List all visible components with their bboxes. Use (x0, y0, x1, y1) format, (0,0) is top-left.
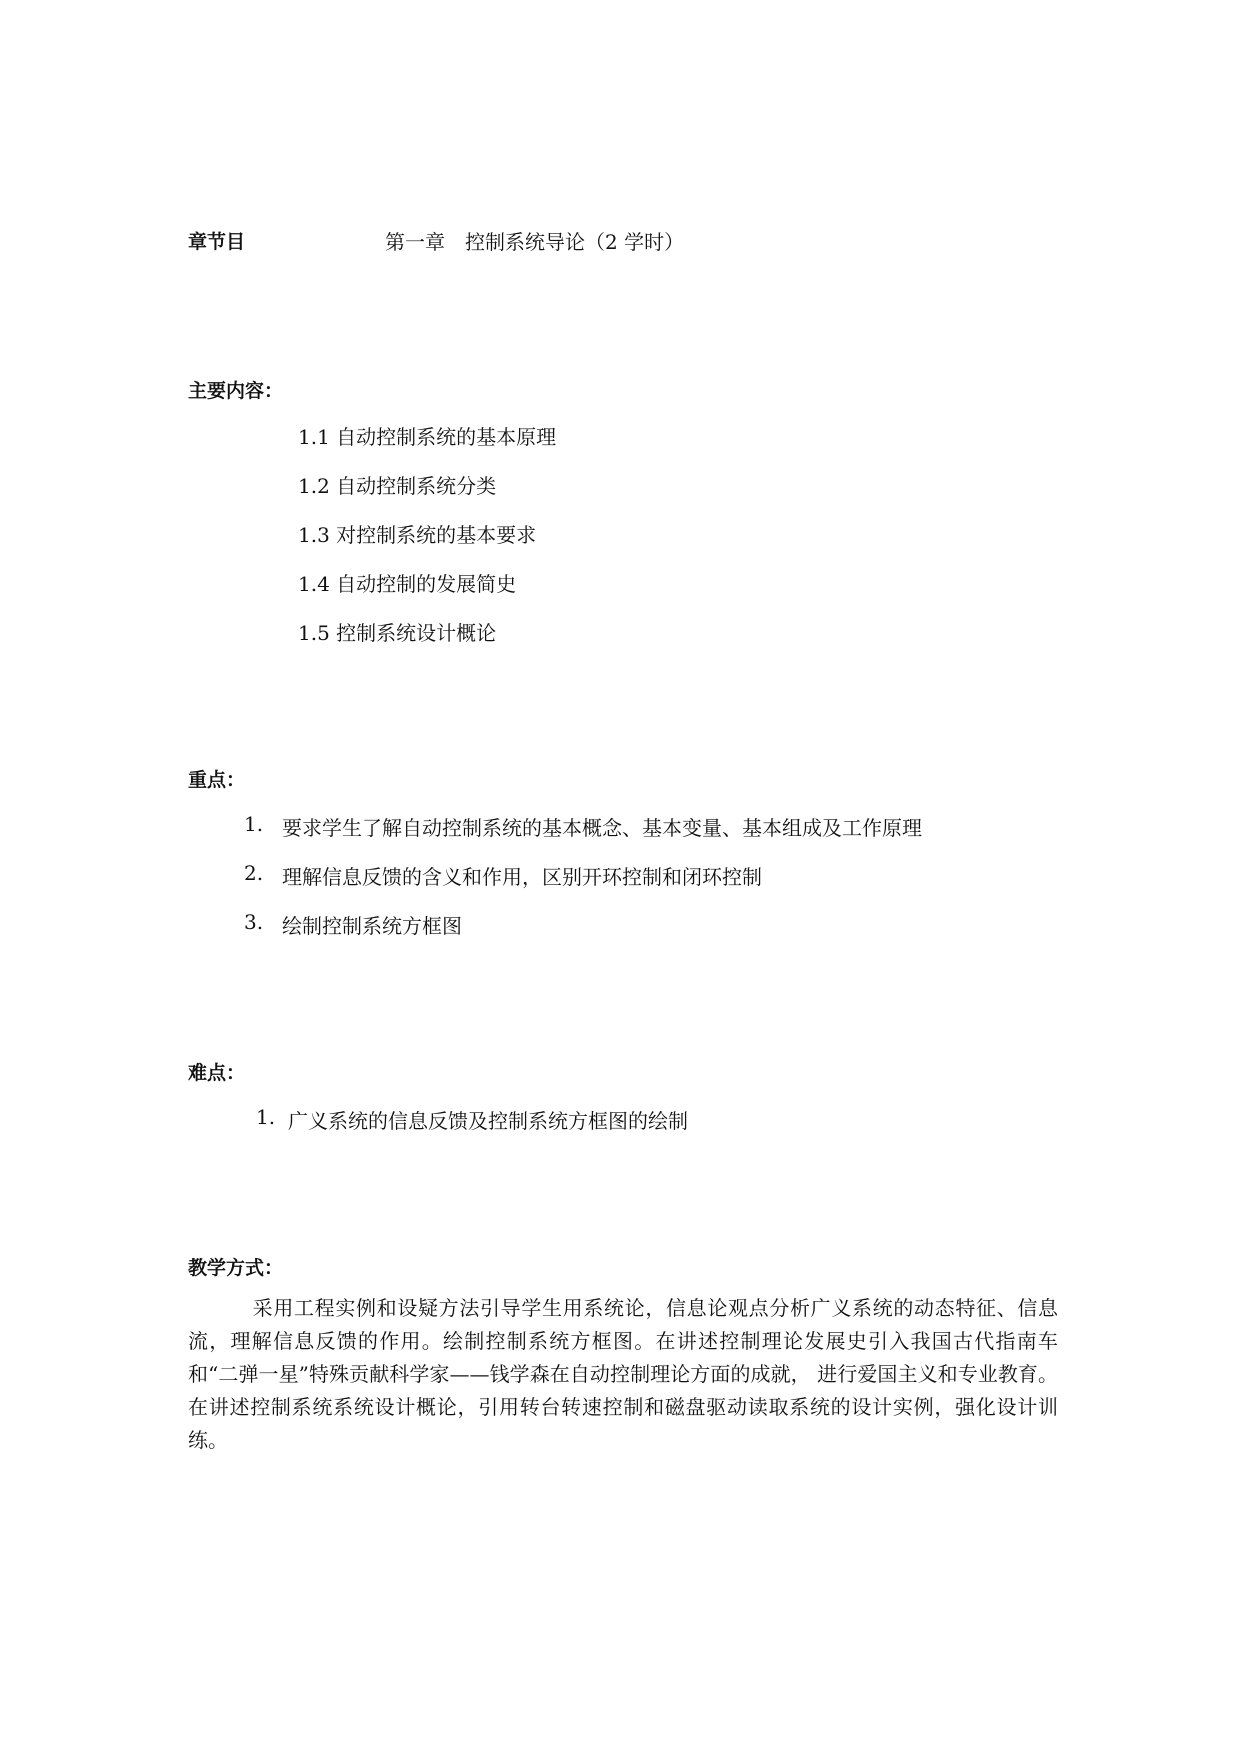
difficulty-text: 广义系统的信息反馈及控制系统方框图的绘制 (288, 1109, 688, 1133)
key-point-text: 要求学生了解自动控制系统的基本概念、基本变量、基本组成及工作原理 (282, 816, 922, 840)
teaching-paragraph: 采用工程实例和设疑方法引导学生用系统论，信息论观点分析广义系统的动态特征、信息流，理解信息反馈的作用。绘制控制系统方框图。在讲述控制理论发展史引入我国古代指南车和“二弹一星”特殊贡献科学家——钱学森在自动控制理论方面的成就， 进行爱国主义和专业教育。在讲述控制系统系统设计概论，引用转台转速控制和磁盘驱动读取系统的设计实例，强化设计训练。 (188, 1296, 1058, 1452)
chapter-label: 章节目 (188, 231, 246, 253)
main-content-item: 1.1 自动控制系统的基本原理 (298, 425, 557, 449)
main-content-item: 1.5 控制系统设计概论 (298, 621, 497, 645)
key-point-number: 1. (244, 812, 264, 836)
main-content-item: 1.2 自动控制系统分类 (298, 474, 497, 498)
main-content-item: 1.3 对控制系统的基本要求 (298, 523, 537, 547)
key-point-number: 3. (244, 910, 264, 934)
key-point-text: 绘制控制系统方框图 (282, 914, 462, 938)
key-point-text: 理解信息反馈的含义和作用，区别开环控制和闭环控制 (282, 865, 762, 889)
chapter-title: 第一章 控制系统导论（2 学时） (385, 230, 685, 254)
key-points-heading: 重点： (188, 769, 246, 791)
teaching-paragraph-block (188, 1292, 1058, 1457)
key-point-number: 2. (244, 861, 264, 885)
difficulties-heading: 难点： (188, 1062, 246, 1084)
difficulty-number: 1. (256, 1105, 276, 1129)
main-content-heading: 主要内容： (188, 380, 284, 402)
main-content-item: 1.4 自动控制的发展简史 (298, 572, 517, 596)
teaching-heading: 教学方式： (188, 1257, 284, 1279)
